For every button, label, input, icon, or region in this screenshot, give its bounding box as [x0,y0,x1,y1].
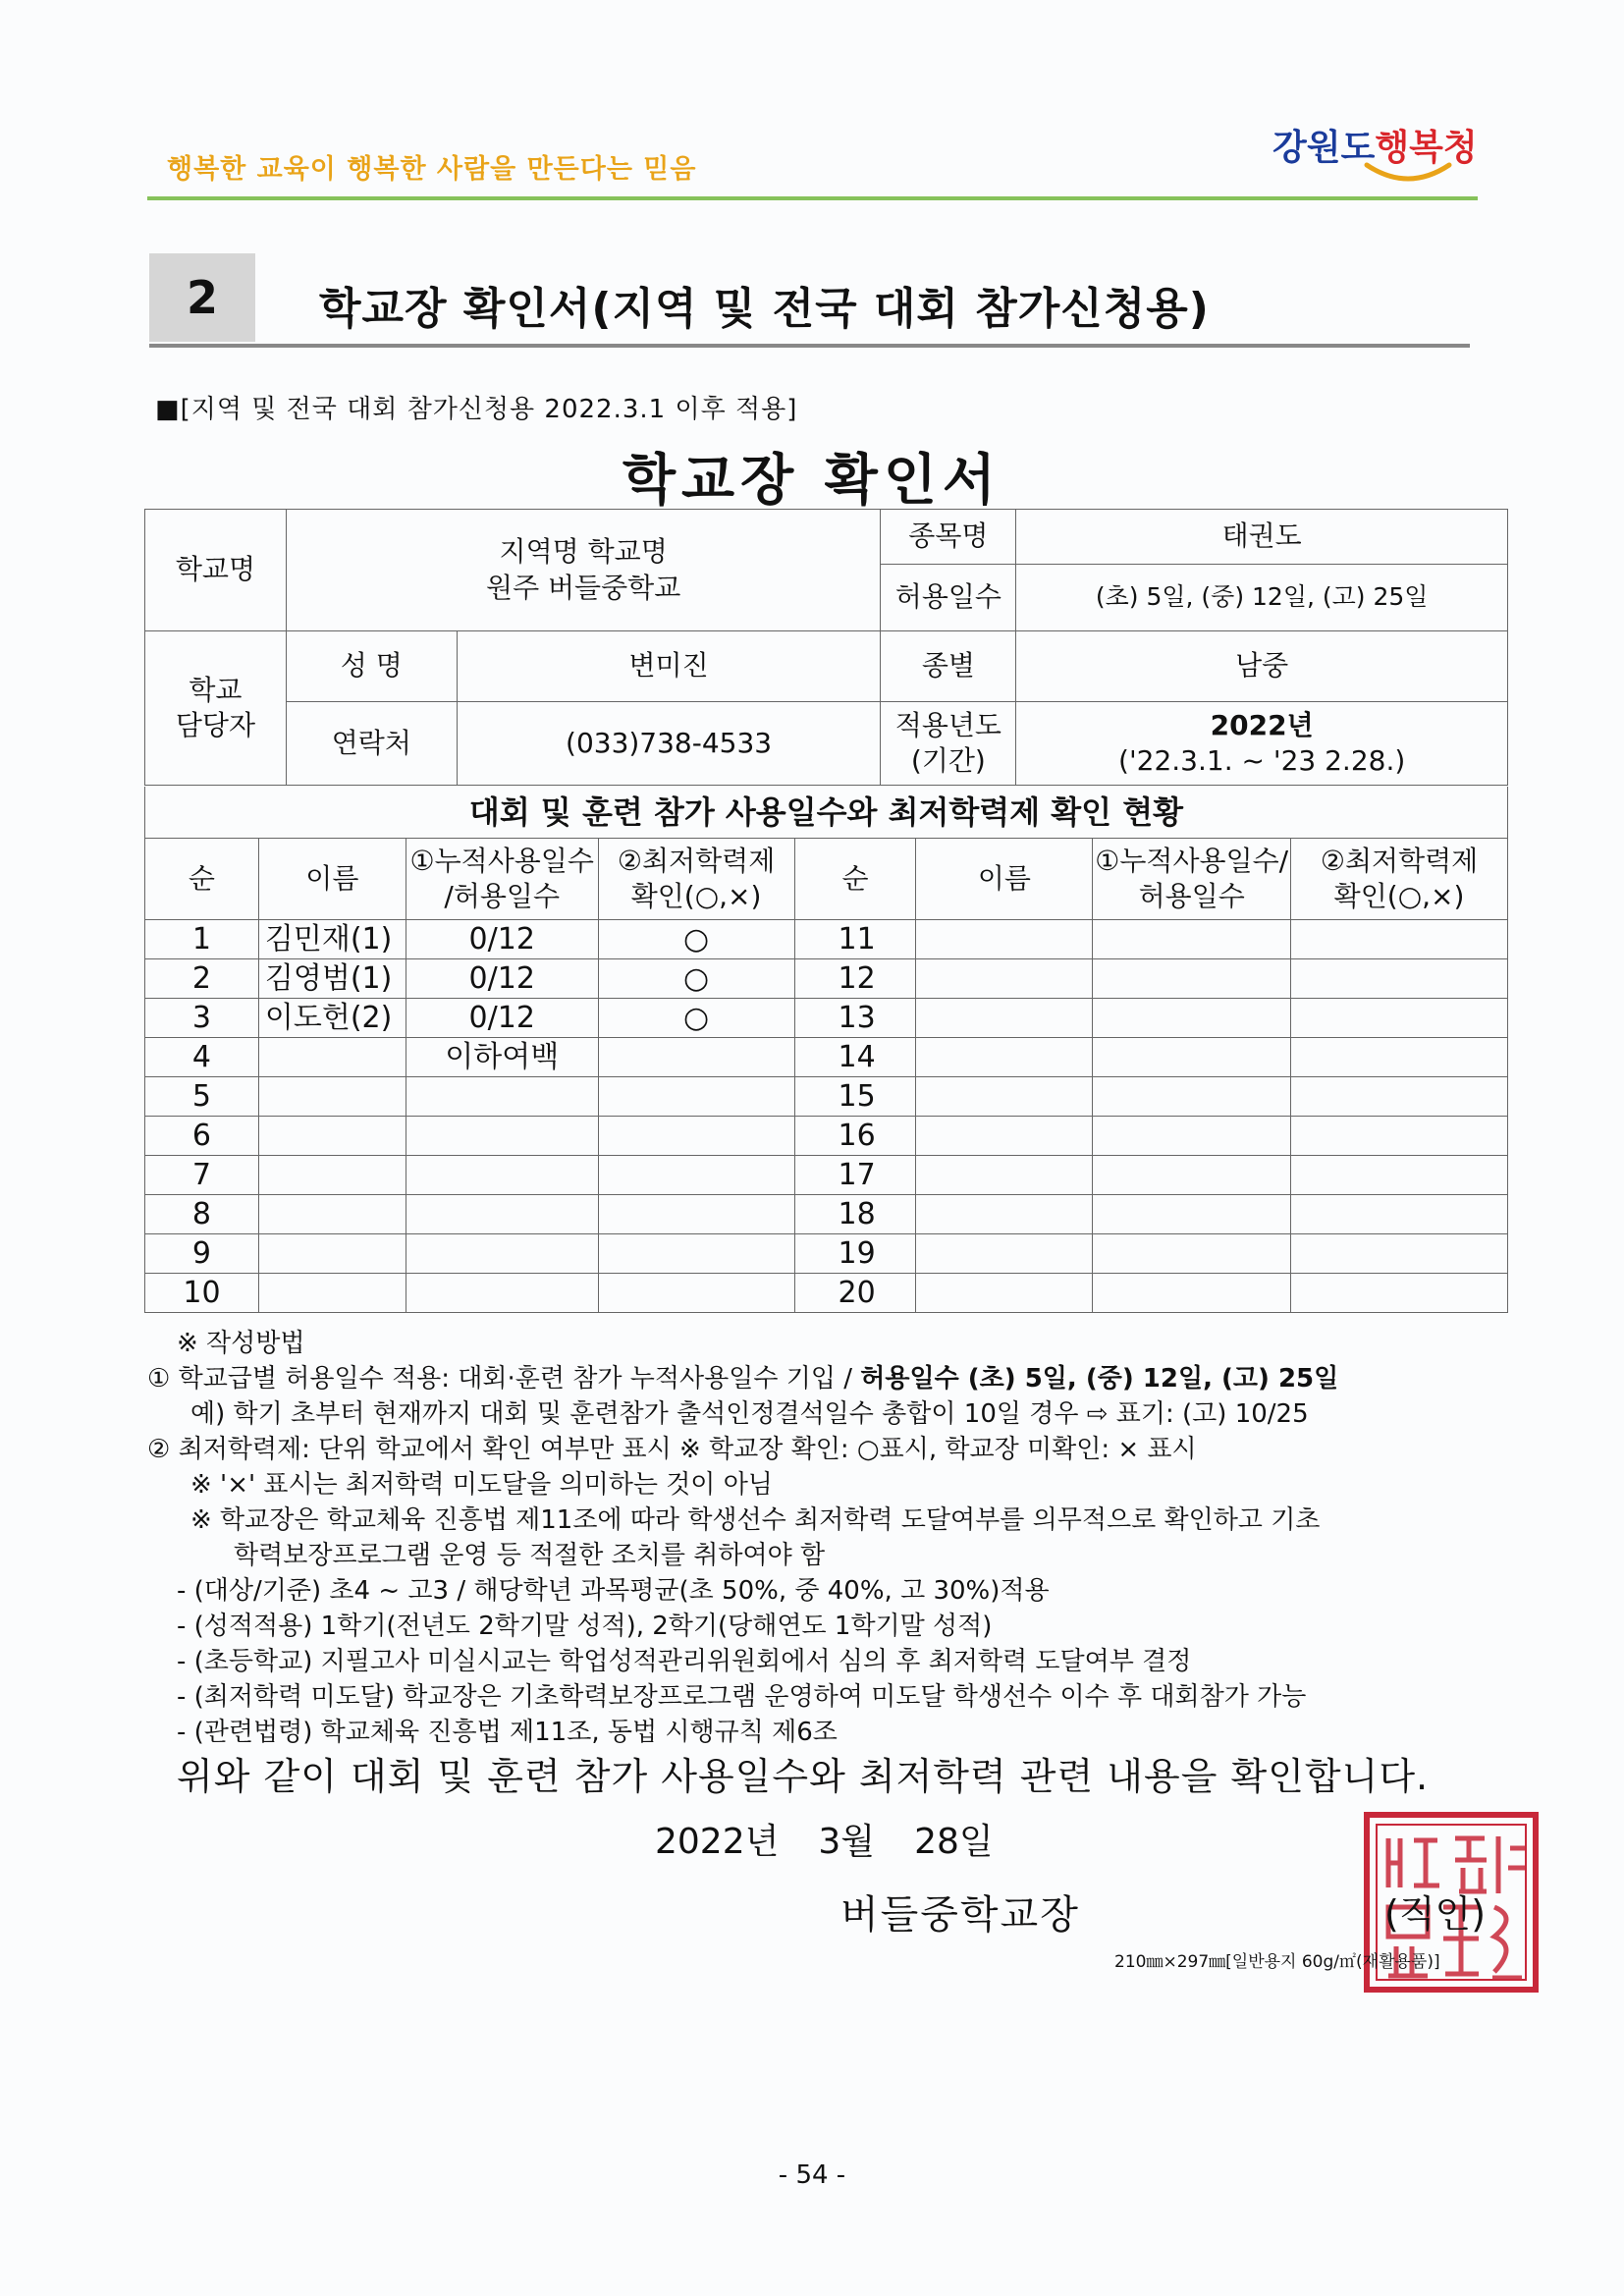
section-number: 2 [149,253,255,342]
academic-check [598,1156,794,1195]
academic-check-right [1291,1156,1508,1195]
student-name [258,1077,406,1117]
row-number-right: 16 [794,1117,916,1156]
academic-check [598,1195,794,1234]
row-number-right: 18 [794,1195,916,1234]
academic-check: ○ [598,959,794,999]
academic-check [598,1274,794,1313]
days-used [406,1195,598,1234]
row-number-right: 17 [794,1156,916,1195]
academic-check [598,1117,794,1156]
note-bullet-2: - (성적적용) 1학기(전년도 2학기말 성적), 2학기(당해연도 1학기말 성적) [177,1612,993,1641]
days-used-right [1093,1274,1291,1313]
row-number: 10 [145,1274,259,1313]
table-row [145,1077,1508,1117]
student-name-right [916,1274,1093,1313]
note-2: ② 최저학력제: 단위 학교에서 확인 여부만 표시 ※ 학교장 확인: ○표시, 학교장 미확인: × 표시 [147,1435,1197,1464]
academic-check-right [1291,1117,1508,1156]
header-days [406,839,598,920]
academic-check-right [1291,920,1508,959]
academic-check-right [1291,1274,1508,1313]
days-used-right [1093,959,1291,999]
seal-label: (직인) [1384,1892,1487,1936]
header-seq-right-text: 순 [841,861,869,895]
section-rule [149,344,1470,348]
header-acad-right-text: ②최저학력제 [1320,844,1479,877]
header-days-right-text: 허용일수 [1138,880,1245,912]
manager-label-line2: 담당자 [175,709,256,741]
subheading: ■[지역 및 전국 대회 참가신청용 2022.3.1 이후 적용] [155,395,798,424]
note-2-x: ※ '×' 표시는 최저학력 미도달을 의미하는 것이 아님 [190,1470,773,1500]
contact-value: (033)738-4533 [457,702,881,786]
student-name [258,1156,406,1195]
status-table-header [145,839,1508,920]
year-value-line1: 2022년 [1210,708,1314,741]
student-name-right [916,1156,1093,1195]
paper-spec: 210㎜×297㎜[일반용지 60g/㎡(재활용품)] [1114,1952,1440,1972]
logo-smile-icon [1361,159,1455,189]
info-table [144,509,1508,786]
header-acad-text: ②최저학력제 [617,844,776,877]
row-number-right: 11 [794,920,916,959]
academic-check-right [1291,1195,1508,1234]
status-table [144,838,1508,1313]
note-bullet-1: - (대상/기준) 초4 ~ 고3 / 해당학년 과목평균(초 50%, 중 40%, 고 30%)적용 [177,1576,1050,1606]
days-used [406,1077,598,1117]
note-2-law-b: 학력보장프로그램 운영 등 적절한 조치를 취하여야 함 [234,1541,826,1570]
student-name: 김영범(1) [258,959,406,999]
notes [147,1326,1542,1750]
document-title: 학교장 확인서 [622,449,1002,513]
school-value-line1: 지역명 학교명 [499,535,668,569]
row-number-right: 13 [794,999,916,1038]
sport-value: 태권도 [1016,510,1508,565]
header-acad-right [1291,839,1508,920]
note-bullet-3: - (초등학교) 지필고사 미실시교는 학업성적관리위원회에서 심의 후 최저학력 도달여부 결정 [177,1647,1192,1676]
date-day: 28일 [914,1822,994,1862]
days-used: 0/12 [406,920,598,959]
row-number: 6 [145,1117,259,1156]
days-used-right [1093,1156,1291,1195]
days-used [406,1234,598,1274]
student-name [258,1234,406,1274]
student-name [258,1274,406,1313]
header-days-text: ①누적사용일수 [409,844,594,877]
academic-check-right [1291,959,1508,999]
table-row [145,1156,1508,1195]
note-2-law-a: ※ 학교장은 학교체육 진흥법 제11조에 따라 학생선수 최저학력 도달여부를 의무적으로 확인하고 기초 [190,1505,1321,1535]
student-name [258,1195,406,1234]
student-name [258,1038,406,1077]
table-row [145,1234,1508,1274]
table-row [145,1274,1508,1313]
header-acad-text: 확인(○,×) [630,880,762,912]
logo-text-2: 행복청 [1375,128,1478,168]
student-name [258,1117,406,1156]
date-month: 3월 [818,1822,876,1862]
days-used [406,1117,598,1156]
principal-name: 버들중학교장 [840,1892,1080,1938]
student-name-right [916,1117,1093,1156]
row-number-right: 20 [794,1274,916,1313]
logo-text-1: 강원도 [1272,128,1376,168]
slogan: 행복한 교육이 행복한 사람을 만든다는 믿음 [167,154,697,185]
days-used-right [1093,1234,1291,1274]
year-label [881,702,1016,786]
allowed-days-label: 허용일수 [881,565,1016,631]
row-number-right: 19 [794,1234,916,1274]
note-1-example: 예) 학기 초부터 현재까지 대회 및 훈련참가 출석인정결석일수 총합이 10일 경우 ⇨ 표기: (고) 10/25 [190,1399,1309,1429]
name-value: 변미진 [457,631,881,702]
student-name-right [916,1038,1093,1077]
student-name: 이도헌(2) [258,999,406,1038]
row-number-right: 14 [794,1038,916,1077]
header-days-right [1093,839,1291,920]
days-used: 0/12 [406,959,598,999]
row-number: 5 [145,1077,259,1117]
school-value [286,510,881,631]
row-number: 9 [145,1234,259,1274]
days-used: 0/12 [406,999,598,1038]
allowed-days-value: (초) 5일, (중) 12일, (고) 25일 [1016,565,1508,631]
academic-check: ○ [598,920,794,959]
days-used-right [1093,1077,1291,1117]
header-days-text: /허용일수 [444,880,561,912]
table-row [145,1195,1508,1234]
category-label: 종별 [881,631,1016,702]
days-used-right [1093,1117,1291,1156]
header-name-right-text: 이름 [977,861,1031,895]
date [655,1814,1033,1864]
header-days-right-text: ①누적사용일수/ [1095,844,1289,877]
student-name-right [916,999,1093,1038]
table-row [145,999,1508,1038]
header-seq-text: 순 [188,861,215,895]
student-name-right [916,959,1093,999]
sport-label: 종목명 [881,510,1016,565]
row-number-right: 12 [794,959,916,999]
row-number: 1 [145,920,259,959]
table-row [145,1117,1508,1156]
row-number-right: 15 [794,1077,916,1117]
table-row [145,1038,1508,1077]
student-name-right [916,1077,1093,1117]
days-used-right [1093,1038,1291,1077]
academic-check-right [1291,1038,1508,1077]
row-number: 3 [145,999,259,1038]
status-title: 대회 및 훈련 참가 사용일수와 최저학력제 확인 현황 [144,787,1508,838]
header-acad-right-text: 확인(○,×) [1333,880,1465,912]
header-seq [145,839,259,920]
manager-label-line1: 학교 [189,673,243,706]
academic-check-right [1291,1234,1508,1274]
academic-check-right [1291,999,1508,1038]
note-bullet-4: - (최저학력 미도달) 학교장은 기초학력보장프로그램 운영하여 미도달 학생선수 이수 후 대회참가 가능 [177,1682,1307,1712]
school-label: 학교명 [145,510,287,631]
header-rule [147,196,1478,200]
row-number: 4 [145,1038,259,1077]
year-value-line2: ('22.3.1. ~ '23 2.28.) [1118,744,1406,777]
header-name [258,839,406,920]
days-used [406,1274,598,1313]
year-value [1016,702,1508,786]
note-1-bold: 허용일수 (초) 5일, (중) 12일, (고) 25일 [860,1364,1339,1394]
days-used: 이하여백 [406,1038,598,1077]
note-bullet-5: - (관련법령) 학교체육 진흥법 제11조, 동법 시행규칙 제6조 [177,1718,838,1747]
row-number: 7 [145,1156,259,1195]
days-used [406,1156,598,1195]
row-number: 2 [145,959,259,999]
days-used-right [1093,999,1291,1038]
page-number: - 54 - [778,2160,846,2190]
contact-label: 연락처 [286,702,457,786]
days-used-right [1093,1195,1291,1234]
name-label: 성 명 [286,631,457,702]
academic-check: ○ [598,999,794,1038]
manager-label [145,631,287,786]
student-name-right [916,920,1093,959]
note-1-text: ① 학교급별 허용일수 적용: 대회·훈련 참가 누적사용일수 기입 / [147,1364,861,1394]
table-row [145,920,1508,959]
header-acad [598,839,794,920]
days-used-right [1093,920,1291,959]
confirmation-text: 위와 같이 대회 및 훈련 참가 사용일수와 최저학력 관련 내용을 확인합니다. [177,1755,1430,1798]
student-name-right [916,1234,1093,1274]
table-row [145,959,1508,999]
section-title: 학교장 확인서(지역 및 전국 대회 참가신청용) [319,284,1210,334]
year-label-line2: (기간) [910,744,986,777]
row-number: 8 [145,1195,259,1234]
student-name-right [916,1195,1093,1234]
note-1 [147,1361,1542,1396]
header-name-text: 이름 [305,861,359,895]
notes-heading: ※ 작성방법 [177,1329,305,1358]
header-name-right [916,839,1093,920]
academic-check-right [1291,1077,1508,1117]
header-seq-right [794,839,916,920]
student-name: 김민재(1) [258,920,406,959]
category-value: 남중 [1016,631,1508,702]
academic-check [598,1077,794,1117]
year-label-line1: 적용년도 [894,708,1001,741]
date-year: 2022년 [655,1822,780,1862]
school-value-line2: 원주 버들중학교 [486,571,681,604]
academic-check [598,1038,794,1077]
academic-check [598,1234,794,1274]
